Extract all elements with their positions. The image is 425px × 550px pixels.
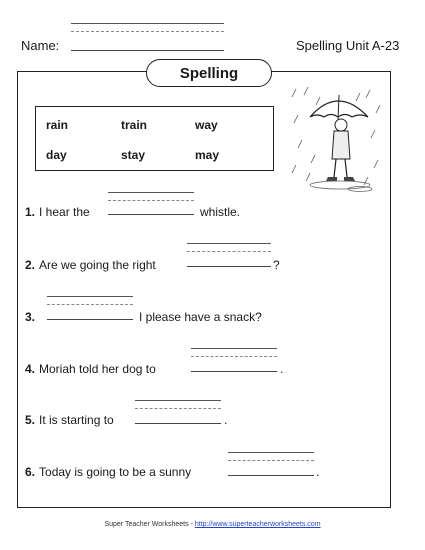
answer-line-6[interactable]	[228, 475, 314, 476]
question-3-after: I please have a snack?	[139, 310, 262, 324]
question-5	[25, 413, 114, 427]
answer-line-1[interactable]	[108, 214, 194, 215]
answer-line-5[interactable]	[135, 423, 221, 424]
question-number: 3.	[25, 310, 36, 324]
answer-guide-6	[228, 452, 314, 461]
question-5-after: .	[224, 413, 228, 427]
question-6-after: .	[316, 465, 320, 479]
question-2-after: ?	[273, 258, 280, 272]
question-text-before: Are we going the right	[39, 258, 156, 272]
boy-in-rain-illustration	[290, 85, 385, 200]
worksheet-title: Spelling	[146, 59, 272, 87]
question-text-before: Moriah told her dog to	[39, 362, 156, 376]
answer-guide-2	[187, 243, 271, 252]
question-text-before: I hear the	[39, 205, 90, 219]
question-4-after: .	[280, 362, 284, 376]
word-bank-word: rain	[46, 118, 69, 132]
word-bank	[35, 106, 274, 171]
name-label: Name:	[21, 38, 60, 53]
question-2	[25, 258, 156, 272]
word-bank-word: day	[46, 148, 67, 162]
question-3	[25, 310, 39, 324]
word-bank-word: stay	[121, 148, 146, 162]
unit-label: Spelling Unit A-23	[296, 38, 400, 53]
question-number: 6.	[25, 465, 36, 479]
name-guide-line	[71, 23, 224, 32]
footer	[0, 521, 425, 528]
word-bank-word: train	[121, 118, 148, 132]
question-6	[25, 465, 191, 479]
word-bank-word: way	[195, 118, 218, 132]
question-number: 4.	[25, 362, 36, 376]
footer-text: Super Teacher Worksheets -	[104, 521, 193, 528]
question-1	[25, 205, 90, 219]
question-number: 1.	[25, 205, 36, 219]
question-4	[25, 362, 156, 376]
answer-guide-4	[191, 348, 277, 357]
answer-guide-3	[47, 296, 133, 305]
question-text-before: Today is going to be a sunny	[39, 465, 192, 479]
answer-line-2[interactable]	[187, 266, 271, 267]
question-text-before: It is starting to	[39, 413, 114, 427]
question-number: 2.	[25, 258, 36, 272]
question-number: 5.	[25, 413, 36, 427]
footer-link[interactable]: http://www.superteacherworksheets.com	[194, 521, 321, 528]
answer-line-4[interactable]	[191, 371, 277, 372]
answer-guide-1	[108, 192, 194, 201]
name-answer-line[interactable]	[71, 50, 224, 51]
word-bank-word: may	[195, 148, 220, 162]
answer-line-3[interactable]	[47, 319, 133, 320]
question-1-after: whistle.	[200, 205, 241, 219]
answer-guide-5	[135, 400, 221, 409]
